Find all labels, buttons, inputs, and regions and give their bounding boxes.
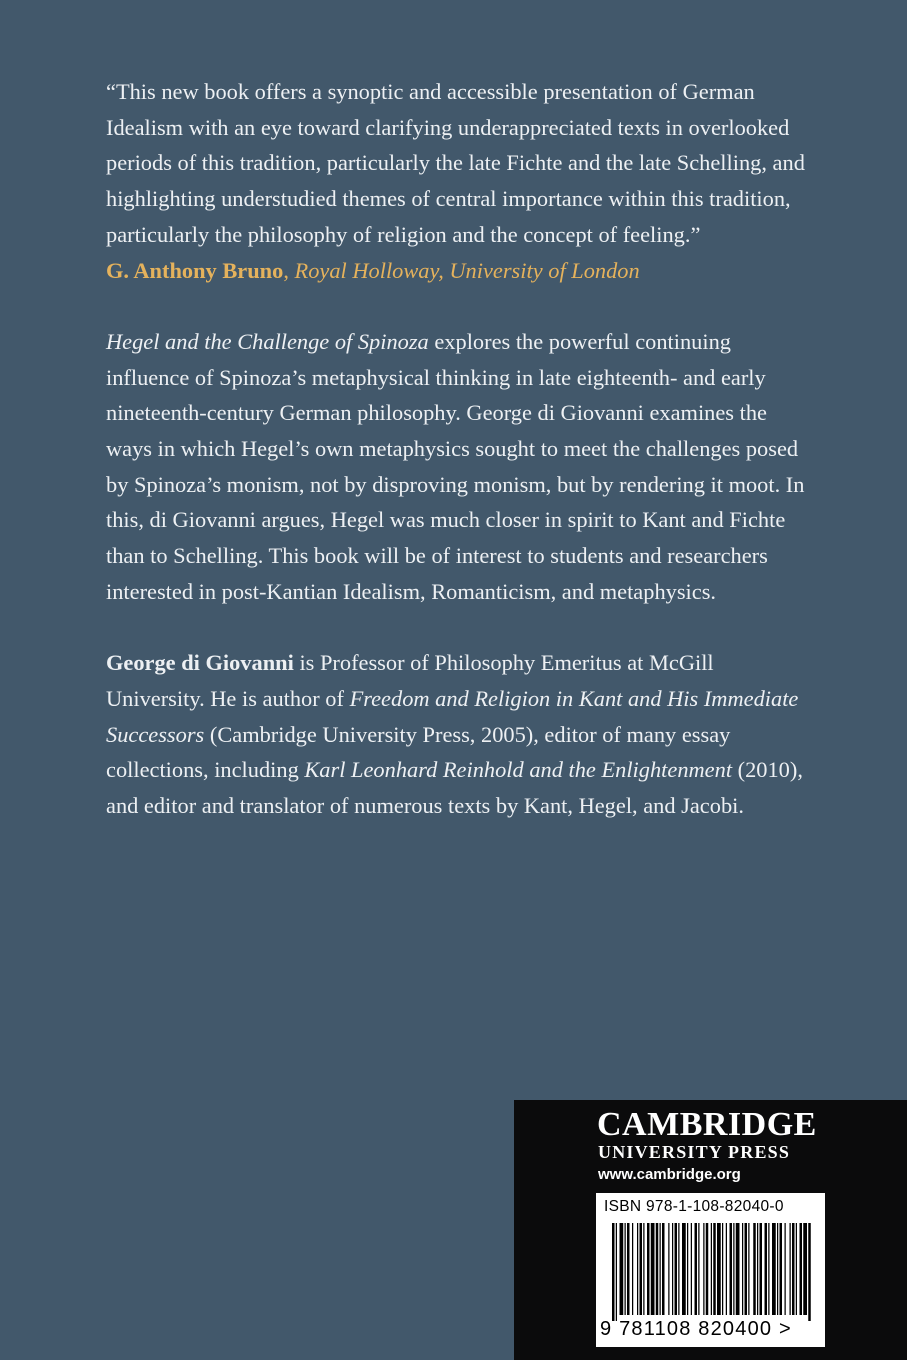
barcode-bar xyxy=(691,1223,692,1315)
paragraph-gap xyxy=(106,610,806,646)
barcode-bar xyxy=(765,1223,768,1315)
barcode-bar xyxy=(620,1223,624,1315)
endorsement-attribution xyxy=(106,253,806,289)
paragraph-gap xyxy=(106,288,806,324)
barcode-bar xyxy=(790,1223,791,1315)
barcode-bar xyxy=(668,1223,669,1315)
barcode-bar xyxy=(772,1223,776,1315)
barcode-bar xyxy=(640,1223,643,1315)
barcode-bar xyxy=(796,1223,797,1315)
text-column xyxy=(106,74,806,824)
barcode-bar xyxy=(675,1223,678,1315)
barcode-bar xyxy=(695,1223,698,1315)
bio-work-1: Freedom and Religion in Kant and His Immediate Successors xyxy=(106,685,799,747)
author-bio xyxy=(106,645,806,824)
barcode-bar xyxy=(687,1223,688,1315)
barcode xyxy=(596,1193,825,1347)
barcode-bar xyxy=(651,1223,655,1315)
description-text: explores the powerful continuing influence of Spinoza’s metaphysical thinking in late eighteenth- and early nineteenth-century German philosophy. George di Giovanni examines the ways in which Hegel’s own metaphysics sought to meet the challenges posed by Spinoza’s monism, not by disproving monism, but by rendering it moot. In this, di Giovanni argues, Hegel was much closer in spirit to Kant and Fichte than to Schelling. This book will be of interest to students and researchers interested in post-Kantian Idealism, Romanticism, and metaphysics. xyxy=(106,328,805,604)
barcode-bar xyxy=(703,1223,704,1315)
bio-text-3: (2010), and editor and translator of numerous texts by Kant, Hegel, and Jacobi. xyxy=(106,757,803,819)
barcode-bar xyxy=(647,1223,650,1315)
attribution-separator: , xyxy=(283,257,295,283)
barcode-bar xyxy=(803,1223,807,1315)
barcode-bar xyxy=(760,1223,763,1315)
barcode-bar xyxy=(612,1223,615,1321)
bio-work-2: Karl Leonhard Reinhold and the Enlightenment xyxy=(304,757,733,783)
book-description xyxy=(106,324,806,610)
barcode-bar xyxy=(726,1223,727,1315)
author-name: George di Giovanni xyxy=(106,650,294,676)
barcode-bar xyxy=(800,1223,803,1315)
barcode-bar xyxy=(632,1223,633,1315)
barcode-bar xyxy=(717,1223,721,1315)
barcode-bar xyxy=(777,1223,778,1315)
barcode-bar xyxy=(742,1223,743,1315)
barcode-bar xyxy=(672,1223,673,1315)
barcode-bar xyxy=(730,1223,733,1315)
publisher-url: www.cambridge.org xyxy=(598,1166,741,1183)
barcode-bar xyxy=(757,1223,758,1315)
barcode-bar xyxy=(616,1223,617,1321)
barcode-bar xyxy=(706,1223,709,1315)
barcode-bar xyxy=(745,1223,748,1315)
barcode-bar xyxy=(722,1223,723,1315)
barcode-bar xyxy=(792,1223,795,1315)
endorsement-quote: “This new book offers a synoptic and accessible presentation of German Idealism with an eye toward clarifying underappreciated texts in overlooked periods of this tradition, particularly the late Fichte and the late Schelling, and highlighting understudied themes of central importance within this tradition, particularly the philosophy of religion and the concept of feeling.” xyxy=(106,79,805,247)
barcode-bar xyxy=(662,1223,665,1315)
barcode-digits: 9 781108 820400 > xyxy=(600,1318,792,1340)
endorser-name: G. Anthony Bruno xyxy=(106,257,284,283)
barcode-bar xyxy=(637,1223,638,1315)
barcode-bar xyxy=(678,1223,679,1315)
barcode-bar xyxy=(698,1223,699,1315)
isbn-label: ISBN 978-1-108-82040-0 xyxy=(604,1198,784,1215)
barcode-bar xyxy=(736,1223,740,1315)
barcode-bar xyxy=(768,1223,769,1315)
endorser-affiliation: Royal Holloway, University of London xyxy=(294,257,640,283)
barcode-bar xyxy=(682,1223,686,1315)
publisher-logo-subtitle: UNIVERSITY PRESS xyxy=(598,1142,791,1162)
barcode-bar xyxy=(656,1223,659,1315)
barcode-bar xyxy=(733,1223,734,1315)
barcode-bar xyxy=(808,1223,811,1321)
barcode-bar xyxy=(780,1223,783,1315)
publisher-box xyxy=(514,1100,907,1360)
book-title: Hegel and the Challenge of Spinoza xyxy=(106,328,429,354)
barcode-bar xyxy=(625,1223,626,1315)
barcode-bar xyxy=(785,1223,786,1315)
barcode-bar xyxy=(748,1223,749,1315)
barcode-bar xyxy=(711,1223,712,1315)
barcode-bar xyxy=(713,1223,716,1315)
bio-text-1: is Professor of Philosophy Emeritus at McGill University. He is author of xyxy=(106,650,714,711)
barcode-bar xyxy=(660,1223,661,1315)
barcode-bar xyxy=(753,1223,756,1315)
barcode-bar xyxy=(627,1223,630,1315)
barcode-bar xyxy=(643,1223,644,1315)
publisher-logo-name: CAMBRIDGE xyxy=(597,1106,817,1143)
bio-text-2: (Cambridge University Press, 2005), editor of many essay collections, including xyxy=(106,721,731,783)
